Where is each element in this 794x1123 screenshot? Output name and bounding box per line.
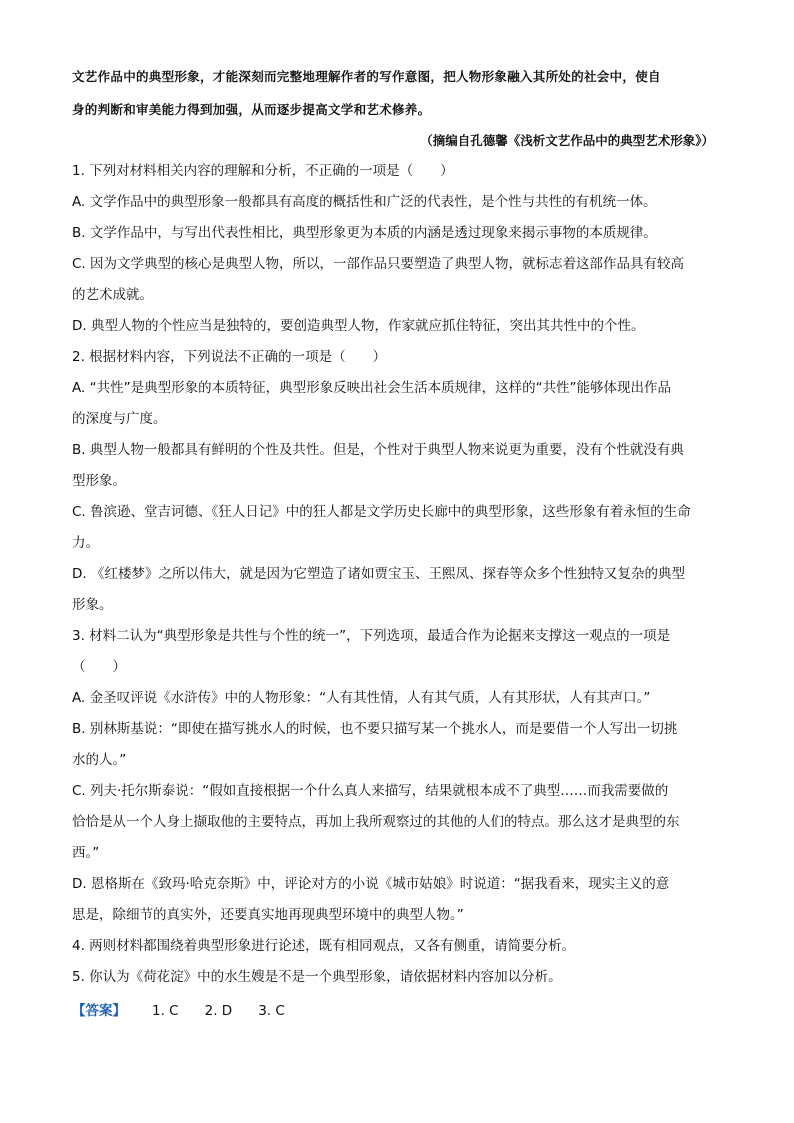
answer-item: 1. C — [152, 1003, 179, 1019]
question-3-option-d-cont: 思是，除细节的真实外，还要真实地再现典型环境中的典型人物。” — [72, 907, 464, 923]
question-1-option-d: D. 典型人物的个性应当是独特的，要创造典型人物，作家就应抓住特征，突出其共性中的个性。 — [72, 318, 645, 334]
question-2-option-a-cont: 的深度与广度。 — [72, 411, 167, 427]
intro-line: 身的判断和审美能力得到加强，从而逐步提高文学和艺术修养。 — [72, 102, 431, 117]
question-2-option-a: A. “共性”是典型形象的本质特征，典型形象反映出社会生活本质规律，这样的“共性”能够体现出作品 — [72, 380, 672, 396]
question-3-stem-cont: （ ） — [72, 659, 126, 675]
question-2-option-c: C. 鲁滨逊、堂吉诃德、《狂人日记》中的狂人都是文学历史长廊中的典型形象，这些形象有着永恒的生命 — [72, 504, 691, 520]
question-3-option-d: D. 恩格斯在《致玛·哈克奈斯》中，评论对方的小说《城市姑娘》时说道：“据我看来，现实主义的意 — [72, 876, 670, 892]
question-3-option-a: A. 金圣叹评说《水浒传》中的人物形象：“人有其性情，人有其气质，人有其形状，人有其声口。” — [72, 690, 651, 706]
question-2-option-c-cont: 力。 — [72, 535, 99, 551]
answer-tag: 【答案】 — [72, 1003, 126, 1019]
question-5-stem: 5. 你认为《荷花淀》中的水生嫂是不是一个典型形象，请依据材料内容加以分析。 — [72, 969, 562, 985]
intro-line: 文艺作品中的典型形象，才能深刻而完整地理解作者的写作意图，把人物形象融入其所处的社会中，使自 — [72, 69, 661, 84]
question-3-option-b: B. 别林斯基说：“即使在描写挑水人的时候，也不要只描写某一个挑水人，而是要借一个人写出一切挑 — [72, 721, 678, 737]
question-3-option-c-cont: 恰恰是从一个人身上撷取他的主要特点，再加上我所观察过的其他的人们的特点。那么这才是典型的东 — [72, 814, 680, 830]
answer-item: 2. D — [204, 1003, 233, 1019]
question-1-stem: 1. 下列对材料相关内容的理解和分析，不正确的一项是（ ） — [72, 163, 454, 179]
answer-line — [72, 996, 285, 1027]
question-3-option-c-cont2: 西。” — [72, 845, 100, 861]
question-1-option-a: A. 文学作品中的典型形象一般都具有高度的概括性和广泛的代表性，是个性与共性的有机统一体。 — [72, 194, 657, 210]
question-2-option-d: D. 《红楼梦》之所以伟大，就是因为它塑造了诸如贾宝玉、王熙凤、探春等众多个性独特又复杂的典型 — [72, 566, 685, 582]
question-2-option-b: B. 典型人物一般都具有鲜明的个性及共性。但是，个性对于典型人物来说更为重要，没有个性就没有典 — [72, 442, 684, 458]
question-2-stem: 2. 根据材料内容，下列说法不正确的一项是（ ） — [72, 349, 387, 365]
question-3-option-c: C. 列夫·托尔斯泰说：“假如直接根据一个什么真人来描写，结果就根本成不了典型……而我需要做的 — [72, 783, 669, 799]
source-citation: （摘编自孔德馨《浅析文艺作品中的典型艺术形象》） — [420, 133, 714, 148]
question-3-option-b-cont: 水的人。” — [72, 752, 127, 768]
question-2-option-d-cont: 形象。 — [72, 597, 113, 613]
question-1-option-c-cont: 的艺术成就。 — [72, 287, 153, 303]
question-1-option-c: C. 因为文学典型的核心是典型人物，所以，一部作品只要塑造了典型人物，就标志着这部作品具有较高 — [72, 256, 685, 272]
question-4-stem: 4. 两则材料都围绕着典型形象进行论述，既有相同观点，又各有侧重，请简要分析。 — [72, 938, 576, 954]
intro-passage — [72, 60, 722, 126]
question-list — [72, 156, 722, 993]
question-3-stem: 3. 材料二认为“典型形象是共性与个性的统一”，下列选项，最适合作为论据来支撑这一观点的一项是 — [72, 628, 671, 644]
question-2-option-b-cont: 型形象。 — [72, 473, 126, 489]
answer-item: 3. C — [258, 1003, 285, 1019]
question-1-option-b: B. 文学作品中，与写出代表性相比，典型形象更为本质的内涵是透过现象来揭示事物的本质规律。 — [72, 225, 657, 241]
